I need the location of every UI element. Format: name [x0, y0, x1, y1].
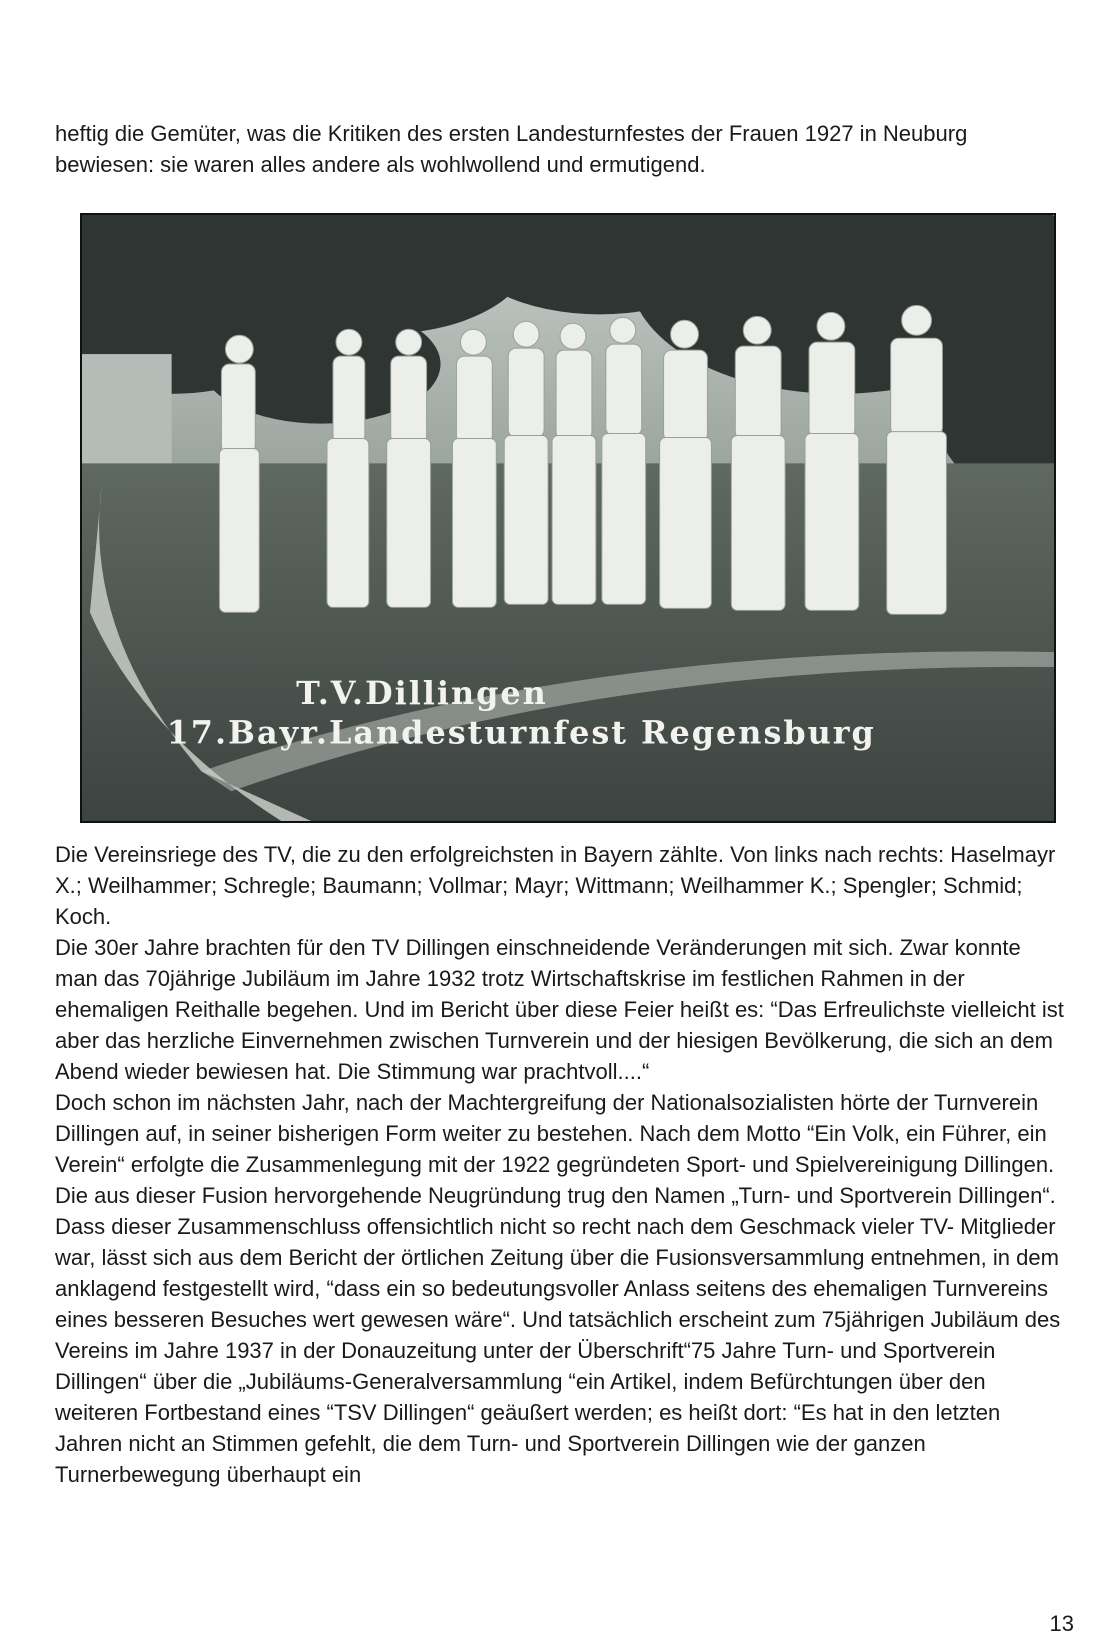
photo-caption-paragraph: Die Vereinsriege des TV, die zu den erfolgreichsten in Bayern zählte. Von links nach rechts: Haselmayr X.; Weilhammer; Schregle; Baumann; Vollmar; Mayr; Wittmann; Weilhammer K.; Spengler; Schmid; Koch. — [55, 842, 1056, 929]
photo-inscription-line1: T.V.Dillingen — [296, 673, 548, 712]
intro-paragraph: heftig die Gemüter, was die Kritiken des ersten Landesturnfestes der Frauen 1927 in Neuburg bewiesen: sie waren alles andere als wohlwollend und ermutigend. — [55, 121, 968, 177]
photo-inscription-line2: 17.Bayr.Landesturnfest Regensburg — [166, 713, 876, 752]
paragraph-fusion: Doch schon im nächsten Jahr, nach der Machtergreifung der Nationalsozialisten hörte der Turnverein Dillingen auf, in seiner bisherigen Form weiter zu bestehen. Nach dem Motto “Ein Volk, ein Führer, ein Verein“ erfolgte die Zusammenlegung mit der 1922 gegründeten Sport- und Spielvereinigung Dillingen. Die aus dieser Fusion hervorgehende Neugründung trug den Namen „Turn- und Sportverein Dillingen“. Dass dieser Zusammenschluss offensichtlich nicht so recht nach dem Geschmack vieler TV- Mitglieder war, lässt sich aus dem Bericht der örtlichen Zeitung über die Fusionsversammlung entnehmen, in dem anklagend festgestellt wird, “dass ein so bedeutungsvoller Anlass seitens des ehemaligen Turnvereins eines besseren Besuches wert gewesen wäre“. Und tatsächlich erscheint zum 75jährigen Jubiläum des Vereins im Jahre 1937 in der Donauzeitung unter der Überschrift“75 Jahre Turn- und Sportverein Dillingen“ über die „Jubiläums-Generalversammlung “ein Artikel, indem Befürchtungen über den weiteren Fortbestand eines “TSV Dillingen“ geäußert werden; es heißt dort: “Es hat in den letzten Jahren nicht an Stimmen gefehlt, die dem Turn- und Sportverein Dillingen wie der ganzen Turnerbewegung überhaupt ein — [55, 1090, 1061, 1487]
page-number: 13 — [1049, 1611, 1074, 1636]
body-text — [55, 839, 1067, 1490]
paragraph-thirties: Die 30er Jahre brachten für den TV Dillingen einschneidende Veränderungen mit sich. Zwar konnte man das 70jährige Jubiläum im Jahre 1932 trotz Wirtschaftskrise im festlichen Rahmen in der ehemaligen Reithalle begehen. Und im Bericht über diese Feier heißt es: “Das Erfreulichste vielleicht ist aber das herzliche Einvernehmen zwischen Turnverein und der hiesigen Bevölkerung, die sich an dem Abend wieder bewiesen hat. Die Stimmung war prachtvoll....“ — [55, 935, 1064, 1084]
team-photo — [80, 213, 1056, 823]
